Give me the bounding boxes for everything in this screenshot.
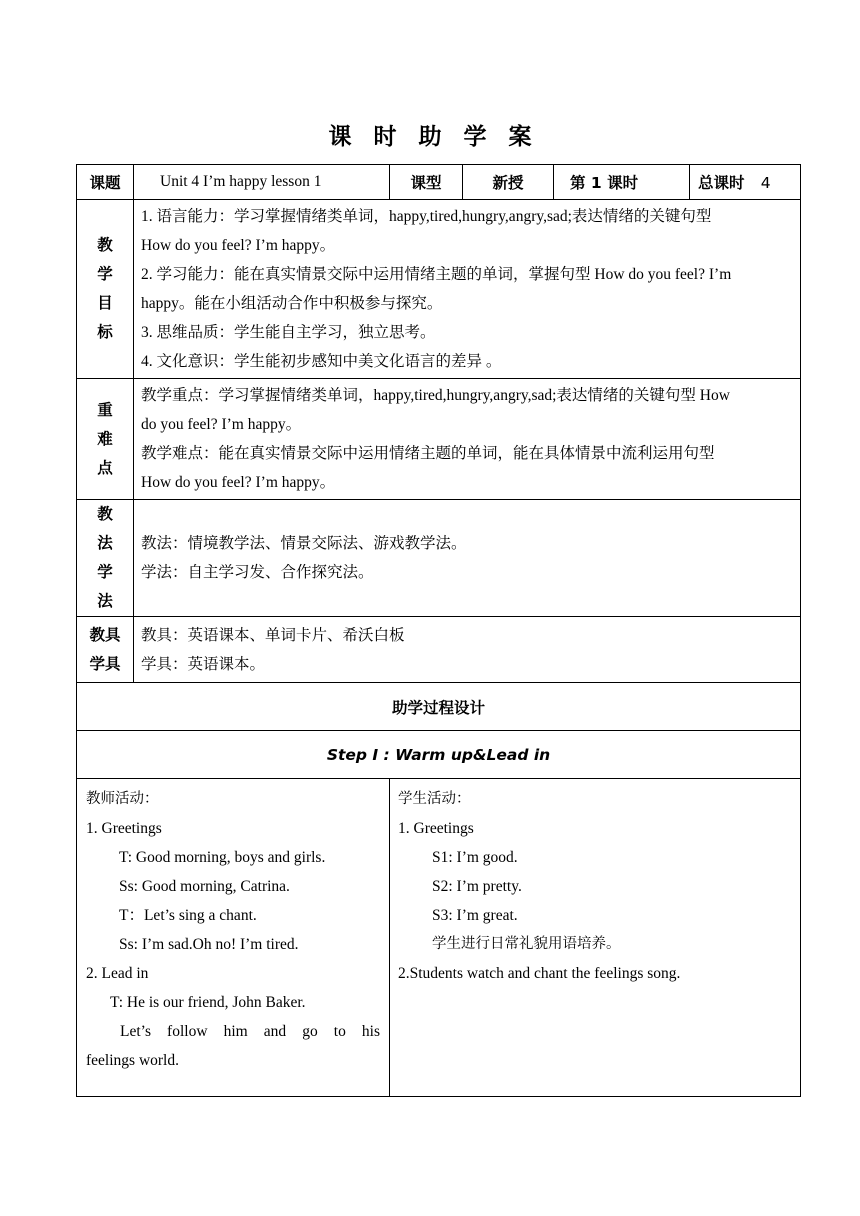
objective-line: 4. 文化意识：学生能初步感知中美文化语言的差异 。	[141, 353, 502, 370]
method-line: 学法：自主学习发、合作探究法。	[141, 563, 374, 581]
student-item: 2.Students watch and chant the feelings song.	[398, 965, 681, 982]
methods-row	[77, 500, 801, 617]
objectives-content	[134, 200, 801, 379]
teacher-activities	[77, 779, 390, 1097]
key-points-content	[134, 379, 801, 500]
dialogue-line: 学生进行日常礼貌用语培养。	[432, 936, 621, 952]
teacher-heading: 教师活动：	[86, 791, 159, 807]
period-label: 第 1 课时	[554, 165, 690, 200]
student-activities	[390, 779, 801, 1097]
objectives-label: 教 学 目 标	[77, 200, 134, 379]
dialogue-line: S3: I’m great.	[432, 907, 518, 924]
dialogue-line: S2: I’m pretty.	[432, 878, 522, 895]
key-point-line: 教学重点：学习掌握情绪类单词，happy,tired,hungry,angry,sad;表达情绪的关键句型 How	[141, 387, 730, 404]
header-row	[77, 165, 801, 200]
objective-line: 1. 语言能力：学习掌握情绪类单词，happy,tired,hungry,angry,sad;表达情绪的关键句型	[141, 208, 712, 225]
tool-line: 教具：英语课本、单词卡片、希沃白板	[141, 625, 405, 644]
student-heading: 学生活动：	[398, 791, 471, 807]
total-value: 4	[760, 174, 771, 192]
student-item: 1. Greetings	[398, 820, 474, 837]
tools-label: 教具 学具	[77, 617, 134, 683]
topic-label: 课题	[77, 165, 134, 200]
total-label: 总课时	[698, 174, 745, 192]
dialogue-line: S1: I’m good.	[432, 849, 518, 866]
objective-line: How do you feel? I’m happy。	[141, 237, 336, 254]
dialogue-line: T：Let’s sing a chant.	[119, 907, 257, 924]
total-periods	[690, 165, 801, 200]
teacher-item: 1. Greetings	[86, 820, 162, 837]
teacher-item: 2. Lead in	[86, 965, 149, 982]
objective-line: 2. 学习能力：能在真实情景交际中运用情绪主题的单词，掌握句型 How do you feel? I’m	[141, 266, 732, 283]
key-points-label: 重 难 点	[77, 379, 134, 500]
topic-value: Unit 4 I’m happy lesson 1	[134, 165, 390, 200]
key-point-line: 教学难点：能在真实情景交际中运用情绪主题的单词，能在具体情景中流利运用句型	[141, 445, 715, 462]
key-point-line: How do you feel? I’m happy。	[141, 474, 336, 491]
objectives-row	[77, 200, 801, 379]
key-point-line: do you feel? I’m happy。	[141, 416, 302, 433]
objective-line: 3. 思维品质：学生能自主学习，独立思考。	[141, 324, 436, 341]
process-title: 助学过程设计	[77, 683, 801, 731]
process-title-row	[77, 683, 801, 731]
methods-label: 教 法 学 法	[77, 500, 134, 617]
tools-row	[77, 617, 801, 683]
activities-row	[77, 779, 801, 1097]
type-value: 新授	[463, 165, 554, 200]
methods-content	[134, 500, 801, 617]
type-label: 课型	[390, 165, 463, 200]
dialogue-line: Ss: Good morning, Catrina.	[119, 878, 290, 895]
dialogue-line: Ss: I’m sad.Oh no! I’m tired.	[119, 936, 299, 953]
dialogue-line: feelings world.	[86, 1052, 179, 1069]
key-points-row	[77, 379, 801, 500]
dialogue-line: Let’s follow him and go to his	[120, 1023, 380, 1040]
step1-title: Step I : Warm up&Lead in	[77, 731, 801, 779]
lesson-plan-table	[76, 164, 801, 1097]
tools-content	[134, 617, 801, 683]
page-title: 课时助学案	[328, 124, 554, 150]
dialogue-line: T: He is our friend, John Baker.	[110, 994, 306, 1011]
step1-title-row	[77, 731, 801, 779]
dialogue-line: T: Good morning, boys and girls.	[119, 849, 326, 866]
method-line: 教法：情境教学法、情景交际法、游戏教学法。	[141, 534, 467, 552]
objective-line: happy。能在小组活动合作中积极参与探究。	[141, 295, 443, 312]
tool-line: 学具：英语课本。	[141, 654, 266, 673]
